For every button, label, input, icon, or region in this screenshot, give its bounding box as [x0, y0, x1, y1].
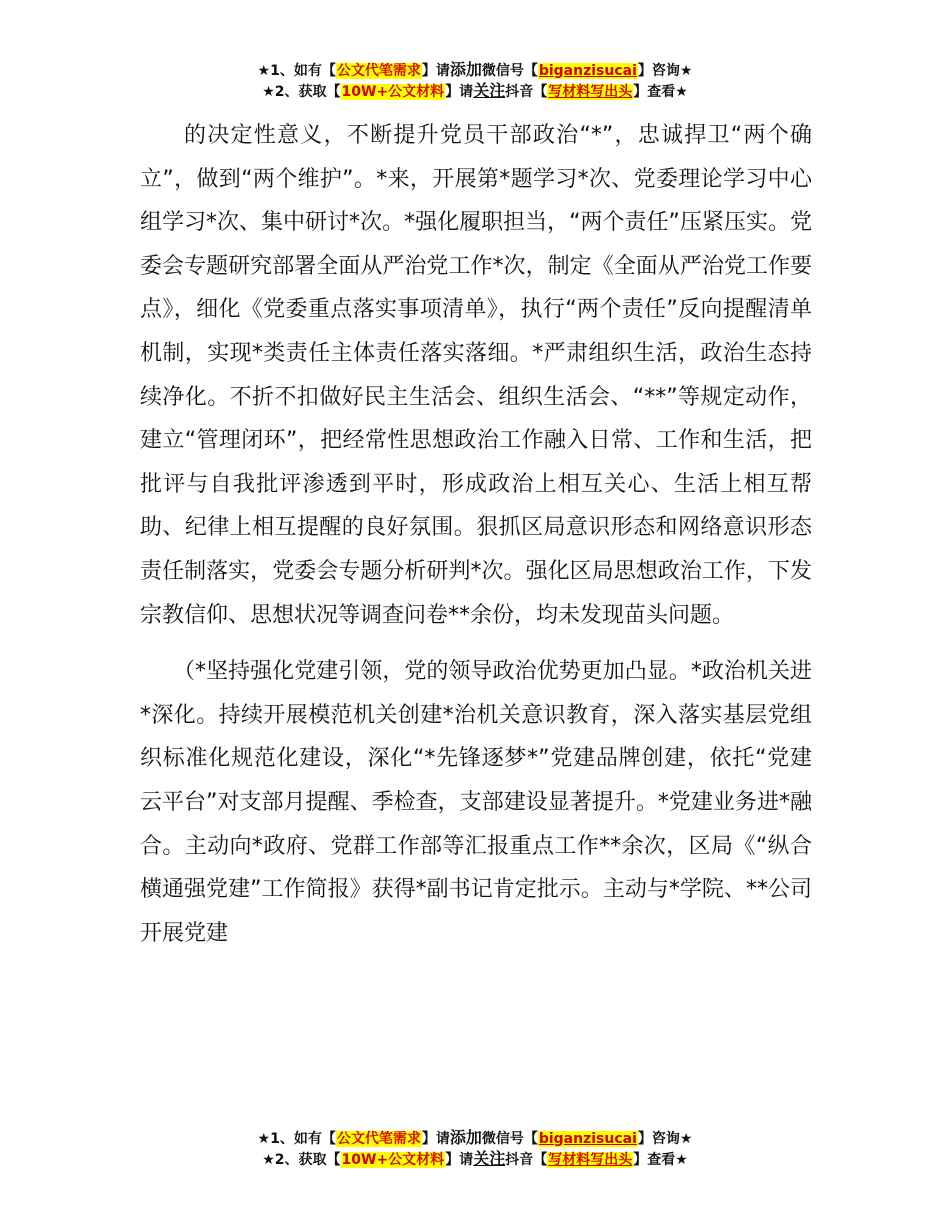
banner-2-emphasis: 关注: [473, 81, 506, 100]
body-paragraph-2: （*坚持强化党建引领，党的领导政治优势更加凸显。*政治机关进*深化。持续开展模范机关创建*治机关意识教育，深入落实基层党组织标准化规范化建设，深化“*先锋逐梦*”党建品牌创建，依托“党建云平台”对支部月提醒、季检查，支部建设显著提升。*党建业务进*融合。主动向*政府、党群工作部等汇报重点工作**余次，区局《“纵合横通强党建”工作简报》获得*副书记肯定批示。主动与*学院、**公司开展党建: [140, 659, 812, 946]
header-banner: [0, 60, 950, 102]
footer-1-highlight-wechat: biganzisucai: [538, 1131, 637, 1147]
banner-1-emphasis: 添加: [449, 60, 482, 79]
banner-1-highlight-wechat: biganzisucai: [538, 63, 637, 79]
footer-1-middle-2: 微信号【: [481, 1131, 538, 1147]
banner-line-1: [0, 60, 950, 81]
banner-1-middle-2: 微信号【: [481, 63, 538, 79]
banner-1-middle: 】请: [421, 63, 450, 79]
footer-line-1: [0, 1128, 950, 1149]
banner-2-highlight-douyin: 写材料写出头: [548, 84, 633, 100]
body-paragraph-1: 的决定性意义，不断提升党员干部政治“*”，忠诚捍卫“两个确立”，做到“两个维护”。*来，开展第*题学习*次、党委理论学习中心组学习*次、集中研讨*次。*强化履职担当，“两个责任”压紧压实。党委会专题研究部署全面从严治党工作*次，制定《全面从严治党工作要点》，细化《党委重点落实事项清单》，执行“两个责任”反向提醒清单机制，实现*类责任主体责任落实落细。*严肃组织生活，政治生态持续净化。不折不扣做好民主生活会、组织生活会、“**”等规定动作，建立“管理闭环”，把经常性思想政治工作融入日常、工作和生活，把批评与自我批评渗透到平时，形成政治上相互关心、生活上相互帮助、纪律上相互提醒的良好氛围。狠抓区局意识形态和网络意识形态责任制落实，党委会专题分析研判*次。强化区局思想政治工作，下发宗教信仰、思想状况等调查问卷**余份，均未发现苗头问题。: [140, 123, 812, 628]
footer-2-highlight-douyin: 写材料写出头: [548, 1152, 633, 1168]
banner-2-prefix: ★2、获取【: [262, 84, 341, 100]
footer-1-middle: 】请: [421, 1131, 450, 1147]
banner-2-middle-2: 抖音【: [505, 84, 548, 100]
banner-2-suffix: 】查看★: [633, 84, 688, 100]
footer-2-emphasis: 关注: [473, 1149, 506, 1168]
footer-banner: [0, 1128, 950, 1170]
footer-2-suffix: 】查看★: [633, 1152, 688, 1168]
banner-1-suffix: 】咨询★: [637, 63, 693, 79]
footer-2-prefix: ★2、获取【: [262, 1152, 341, 1168]
footer-2-middle: 】请: [445, 1152, 474, 1168]
footer-1-highlight-service: 公文代笔需求: [336, 1131, 421, 1147]
footer-2-middle-2: 抖音【: [505, 1152, 548, 1168]
footer-1-suffix: 】咨询★: [637, 1131, 693, 1147]
banner-2-middle: 】请: [445, 84, 474, 100]
banner-1-highlight-service: 公文代笔需求: [336, 63, 421, 79]
footer-1-prefix: ★1、如有【: [257, 1131, 336, 1147]
footer-line-2: [0, 1149, 950, 1170]
footer-1-emphasis: 添加: [449, 1128, 482, 1147]
footer-2-highlight-materials: 10W+公文材料: [341, 1152, 445, 1168]
banner-2-highlight-materials: 10W+公文材料: [341, 84, 445, 100]
banner-line-2: [0, 81, 950, 102]
document-body: [140, 114, 812, 955]
banner-1-prefix: ★1、如有【: [257, 63, 336, 79]
